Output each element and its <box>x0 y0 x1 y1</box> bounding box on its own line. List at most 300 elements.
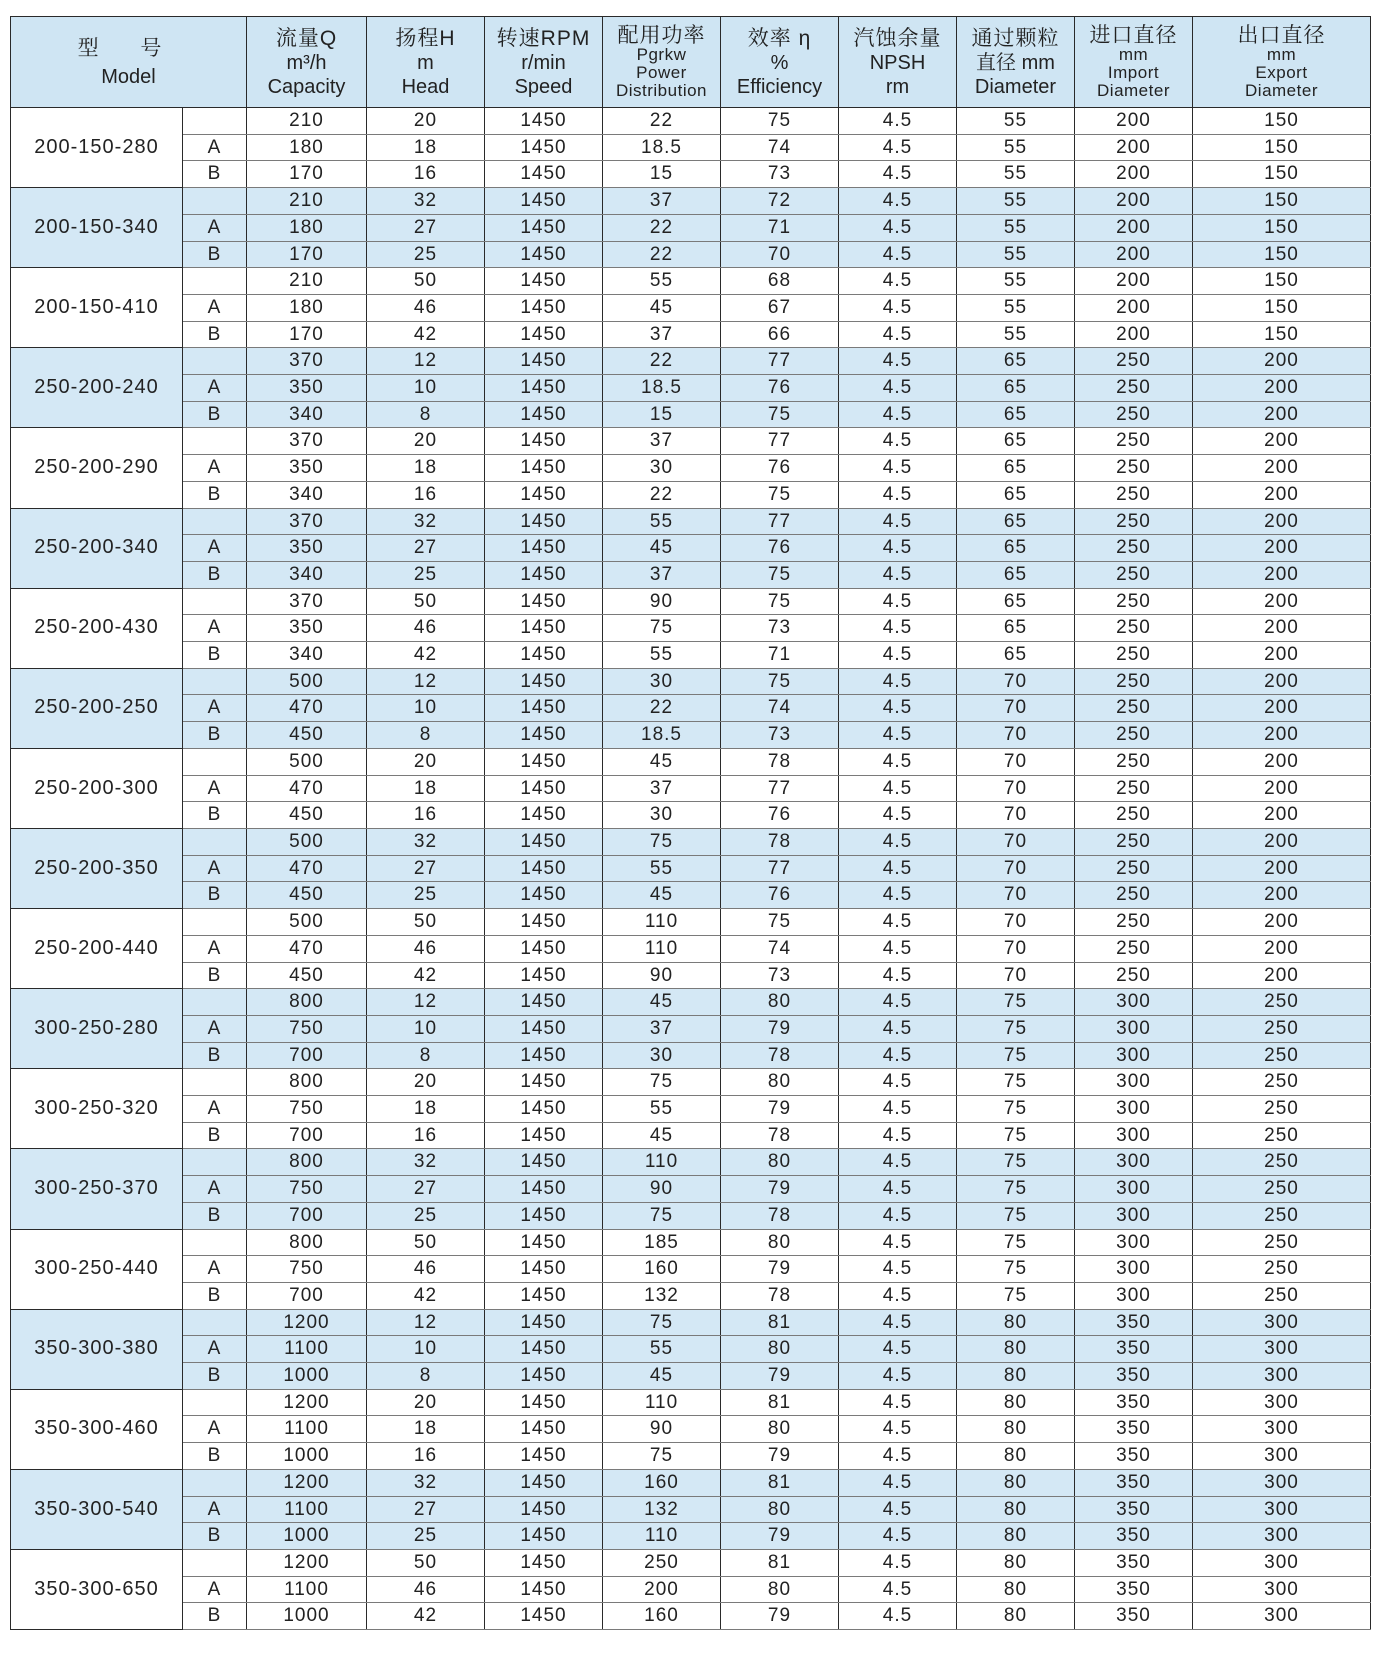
npsh-cell: 4.5 <box>839 1069 957 1096</box>
efficiency-cell: 78 <box>721 1042 839 1069</box>
header-flow-unit: m³/h <box>286 51 327 74</box>
inlet-cell: 350 <box>1075 1389 1193 1416</box>
efficiency-cell: 71 <box>721 214 839 241</box>
speed-cell: 1450 <box>485 909 603 936</box>
flow-cell: 340 <box>247 642 367 669</box>
inlet-cell: 300 <box>1075 989 1193 1016</box>
flow-cell: 800 <box>247 989 367 1016</box>
model-cell: 300-250-320 <box>11 1069 183 1149</box>
head-cell: 8 <box>367 722 485 749</box>
table-row <box>11 1363 1371 1390</box>
head-cell: 50 <box>367 1549 485 1576</box>
table-row <box>11 321 1371 348</box>
efficiency-cell: 78 <box>721 828 839 855</box>
efficiency-cell: 75 <box>721 481 839 508</box>
outlet-cell: 200 <box>1193 642 1371 669</box>
speed-cell: 1450 <box>485 695 603 722</box>
table-row <box>11 428 1371 455</box>
outlet-cell: 150 <box>1193 134 1371 161</box>
inlet-cell: 200 <box>1075 241 1193 268</box>
header-npsh-unit: rm <box>885 75 910 98</box>
power-cell: 90 <box>603 962 721 989</box>
particle-cell: 75 <box>957 1096 1075 1123</box>
inlet-cell: 300 <box>1075 1096 1193 1123</box>
flow-cell: 470 <box>247 855 367 882</box>
speed-cell: 1450 <box>485 1122 603 1149</box>
power-cell: 160 <box>603 1256 721 1283</box>
flow-cell: 470 <box>247 775 367 802</box>
outlet-cell: 300 <box>1193 1523 1371 1550</box>
table-row <box>11 615 1371 642</box>
power-cell: 37 <box>603 561 721 588</box>
head-cell: 16 <box>367 1122 485 1149</box>
table-row <box>11 108 1371 135</box>
speed-cell: 1450 <box>485 1549 603 1576</box>
header-efficiency <box>721 17 839 108</box>
inlet-cell: 250 <box>1075 561 1193 588</box>
outlet-cell: 150 <box>1193 321 1371 348</box>
head-cell: 32 <box>367 508 485 535</box>
power-cell: 30 <box>603 802 721 829</box>
efficiency-cell: 73 <box>721 962 839 989</box>
outlet-cell: 250 <box>1193 1122 1371 1149</box>
particle-cell: 65 <box>957 375 1075 402</box>
variant-cell: A <box>183 1096 247 1123</box>
head-cell: 27 <box>367 214 485 241</box>
efficiency-cell: 76 <box>721 882 839 909</box>
flow-cell: 800 <box>247 1149 367 1176</box>
head-cell: 8 <box>367 401 485 428</box>
model-cell: 200-150-280 <box>11 108 183 188</box>
model-cell: 200-150-340 <box>11 188 183 268</box>
flow-cell: 470 <box>247 695 367 722</box>
variant-cell: B <box>183 401 247 428</box>
power-cell: 160 <box>603 1469 721 1496</box>
inlet-cell: 350 <box>1075 1416 1193 1443</box>
efficiency-cell: 80 <box>721 1149 839 1176</box>
power-cell: 22 <box>603 241 721 268</box>
speed-cell: 1450 <box>485 1202 603 1229</box>
particle-cell: 70 <box>957 775 1075 802</box>
npsh-cell: 4.5 <box>839 1202 957 1229</box>
table-row <box>11 962 1371 989</box>
speed-cell: 1450 <box>485 294 603 321</box>
inlet-cell: 250 <box>1075 802 1193 829</box>
table-row <box>11 561 1371 588</box>
speed-cell: 1450 <box>485 775 603 802</box>
efficiency-cell: 80 <box>721 1336 839 1363</box>
inlet-cell: 300 <box>1075 1149 1193 1176</box>
table-row <box>11 1309 1371 1336</box>
inlet-cell: 250 <box>1075 882 1193 909</box>
variant-cell: B <box>183 642 247 669</box>
table-row <box>11 1496 1371 1523</box>
variant-cell: B <box>183 882 247 909</box>
table-row <box>11 161 1371 188</box>
flow-cell: 750 <box>247 1015 367 1042</box>
flow-cell: 370 <box>247 508 367 535</box>
particle-cell: 75 <box>957 1202 1075 1229</box>
speed-cell: 1450 <box>485 134 603 161</box>
npsh-cell: 4.5 <box>839 1336 957 1363</box>
npsh-cell: 4.5 <box>839 214 957 241</box>
npsh-cell: 4.5 <box>839 1389 957 1416</box>
inlet-cell: 250 <box>1075 588 1193 615</box>
outlet-cell: 250 <box>1193 989 1371 1016</box>
efficiency-cell: 78 <box>721 1202 839 1229</box>
head-cell: 46 <box>367 1256 485 1283</box>
particle-cell: 55 <box>957 241 1075 268</box>
header-outlet-en2: Diameter <box>1245 80 1318 100</box>
speed-cell: 1450 <box>485 1149 603 1176</box>
table-row <box>11 1176 1371 1203</box>
inlet-cell: 200 <box>1075 268 1193 295</box>
header-model-cn: 型 号 <box>77 36 180 60</box>
inlet-cell: 250 <box>1075 828 1193 855</box>
power-cell: 75 <box>603 1309 721 1336</box>
particle-cell: 75 <box>957 989 1075 1016</box>
header-particle-cn: 通过颗粒 <box>971 26 1060 50</box>
variant-cell: B <box>183 1282 247 1309</box>
table-row <box>11 294 1371 321</box>
head-cell: 20 <box>367 428 485 455</box>
speed-cell: 1450 <box>485 1256 603 1283</box>
speed-cell: 1450 <box>485 321 603 348</box>
table-row <box>11 1282 1371 1309</box>
head-cell: 8 <box>367 1363 485 1390</box>
header-npsh-en: NPSH <box>869 51 926 74</box>
particle-cell: 70 <box>957 935 1075 962</box>
table-row <box>11 1576 1371 1603</box>
table-row <box>11 722 1371 749</box>
flow-cell: 340 <box>247 401 367 428</box>
npsh-cell: 4.5 <box>839 962 957 989</box>
particle-cell: 80 <box>957 1443 1075 1470</box>
head-cell: 32 <box>367 1469 485 1496</box>
efficiency-cell: 81 <box>721 1389 839 1416</box>
head-cell: 42 <box>367 1603 485 1630</box>
variant-cell <box>183 588 247 615</box>
variant-cell: A <box>183 1496 247 1523</box>
particle-cell: 75 <box>957 1256 1075 1283</box>
variant-cell: B <box>183 962 247 989</box>
inlet-cell: 250 <box>1075 401 1193 428</box>
inlet-cell: 250 <box>1075 455 1193 482</box>
outlet-cell: 250 <box>1193 1015 1371 1042</box>
flow-cell: 370 <box>247 588 367 615</box>
flow-cell: 450 <box>247 802 367 829</box>
variant-cell: A <box>183 695 247 722</box>
outlet-cell: 300 <box>1193 1389 1371 1416</box>
npsh-cell: 4.5 <box>839 1549 957 1576</box>
outlet-cell: 200 <box>1193 882 1371 909</box>
outlet-cell: 300 <box>1193 1416 1371 1443</box>
efficiency-cell: 80 <box>721 989 839 1016</box>
table-row <box>11 1469 1371 1496</box>
header-outlet-en: Export <box>1255 62 1308 82</box>
particle-cell: 55 <box>957 134 1075 161</box>
particle-cell: 80 <box>957 1469 1075 1496</box>
particle-cell: 80 <box>957 1416 1075 1443</box>
head-cell: 42 <box>367 642 485 669</box>
variant-cell: A <box>183 1576 247 1603</box>
speed-cell: 1450 <box>485 1443 603 1470</box>
head-cell: 10 <box>367 1015 485 1042</box>
inlet-cell: 300 <box>1075 1042 1193 1069</box>
variant-cell: A <box>183 1256 247 1283</box>
inlet-cell: 200 <box>1075 134 1193 161</box>
power-cell: 200 <box>603 1576 721 1603</box>
inlet-cell: 350 <box>1075 1443 1193 1470</box>
flow-cell: 1000 <box>247 1443 367 1470</box>
inlet-cell: 250 <box>1075 481 1193 508</box>
model-cell: 250-200-340 <box>11 508 183 588</box>
power-cell: 110 <box>603 1149 721 1176</box>
particle-cell: 55 <box>957 294 1075 321</box>
npsh-cell: 4.5 <box>839 722 957 749</box>
power-cell: 37 <box>603 321 721 348</box>
efficiency-cell: 80 <box>721 1576 839 1603</box>
npsh-cell: 4.5 <box>839 695 957 722</box>
variant-cell: A <box>183 375 247 402</box>
flow-cell: 1000 <box>247 1523 367 1550</box>
power-cell: 160 <box>603 1603 721 1630</box>
particle-cell: 65 <box>957 508 1075 535</box>
outlet-cell: 300 <box>1193 1336 1371 1363</box>
flow-cell: 350 <box>247 535 367 562</box>
inlet-cell: 200 <box>1075 108 1193 135</box>
efficiency-cell: 73 <box>721 161 839 188</box>
head-cell: 25 <box>367 241 485 268</box>
speed-cell: 1450 <box>485 935 603 962</box>
head-cell: 20 <box>367 1069 485 1096</box>
particle-cell: 75 <box>957 1122 1075 1149</box>
speed-cell: 1450 <box>485 455 603 482</box>
speed-cell: 1450 <box>485 882 603 909</box>
table-row <box>11 241 1371 268</box>
flow-cell: 1000 <box>247 1363 367 1390</box>
inlet-cell: 300 <box>1075 1256 1193 1283</box>
efficiency-cell: 79 <box>721 1176 839 1203</box>
efficiency-cell: 75 <box>721 588 839 615</box>
speed-cell: 1450 <box>485 481 603 508</box>
outlet-cell: 200 <box>1193 561 1371 588</box>
variant-cell: B <box>183 1523 247 1550</box>
outlet-cell: 300 <box>1193 1576 1371 1603</box>
power-cell: 22 <box>603 481 721 508</box>
npsh-cell: 4.5 <box>839 588 957 615</box>
power-cell: 185 <box>603 1229 721 1256</box>
table-row <box>11 935 1371 962</box>
head-cell: 25 <box>367 1202 485 1229</box>
speed-cell: 1450 <box>485 722 603 749</box>
header-flow-cn: 流量Q <box>275 26 338 50</box>
efficiency-cell: 79 <box>721 1256 839 1283</box>
power-cell: 45 <box>603 294 721 321</box>
table-row <box>11 1256 1371 1283</box>
table-row <box>11 1069 1371 1096</box>
power-cell: 250 <box>603 1549 721 1576</box>
outlet-cell: 150 <box>1193 241 1371 268</box>
outlet-cell: 300 <box>1193 1469 1371 1496</box>
efficiency-cell: 75 <box>721 561 839 588</box>
table-row <box>11 1443 1371 1470</box>
table-row <box>11 1389 1371 1416</box>
npsh-cell: 4.5 <box>839 375 957 402</box>
npsh-cell: 4.5 <box>839 1096 957 1123</box>
flow-cell: 470 <box>247 935 367 962</box>
head-cell: 18 <box>367 134 485 161</box>
efficiency-cell: 68 <box>721 268 839 295</box>
particle-cell: 65 <box>957 535 1075 562</box>
particle-cell: 55 <box>957 188 1075 215</box>
model-cell: 350-300-460 <box>11 1389 183 1469</box>
table-row <box>11 1229 1371 1256</box>
flow-cell: 800 <box>247 1229 367 1256</box>
power-cell: 55 <box>603 642 721 669</box>
header-inlet-cn: 进口直径 <box>1089 23 1178 47</box>
inlet-cell: 350 <box>1075 1549 1193 1576</box>
power-cell: 55 <box>603 1336 721 1363</box>
head-cell: 20 <box>367 748 485 775</box>
outlet-cell: 200 <box>1193 508 1371 535</box>
inlet-cell: 250 <box>1075 615 1193 642</box>
speed-cell: 1450 <box>485 161 603 188</box>
npsh-cell: 4.5 <box>839 294 957 321</box>
flow-cell: 700 <box>247 1202 367 1229</box>
speed-cell: 1450 <box>485 214 603 241</box>
particle-cell: 70 <box>957 909 1075 936</box>
npsh-cell: 4.5 <box>839 855 957 882</box>
efficiency-cell: 77 <box>721 428 839 455</box>
table-row <box>11 1096 1371 1123</box>
flow-cell: 180 <box>247 294 367 321</box>
efficiency-cell: 70 <box>721 241 839 268</box>
inlet-cell: 250 <box>1075 748 1193 775</box>
particle-cell: 70 <box>957 802 1075 829</box>
flow-cell: 700 <box>247 1122 367 1149</box>
power-cell: 15 <box>603 401 721 428</box>
inlet-cell: 250 <box>1075 695 1193 722</box>
speed-cell: 1450 <box>485 1336 603 1363</box>
flow-cell: 1100 <box>247 1496 367 1523</box>
header-eff-cn: 效率 η <box>747 26 812 50</box>
speed-cell: 1450 <box>485 828 603 855</box>
head-cell: 25 <box>367 561 485 588</box>
header-power-unit: Pgrkw <box>636 44 687 64</box>
npsh-cell: 4.5 <box>839 268 957 295</box>
npsh-cell: 4.5 <box>839 668 957 695</box>
outlet-cell: 250 <box>1193 1042 1371 1069</box>
model-cell: 250-200-240 <box>11 348 183 428</box>
particle-cell: 75 <box>957 1069 1075 1096</box>
speed-cell: 1450 <box>485 802 603 829</box>
inlet-cell: 250 <box>1075 642 1193 669</box>
power-cell: 45 <box>603 882 721 909</box>
power-cell: 15 <box>603 161 721 188</box>
flow-cell: 500 <box>247 828 367 855</box>
flow-cell: 180 <box>247 134 367 161</box>
flow-cell: 1200 <box>247 1549 367 1576</box>
npsh-cell: 4.5 <box>839 802 957 829</box>
table-row <box>11 508 1371 535</box>
flow-cell: 1100 <box>247 1336 367 1363</box>
particle-cell: 65 <box>957 561 1075 588</box>
flow-cell: 1200 <box>247 1389 367 1416</box>
particle-cell: 70 <box>957 722 1075 749</box>
table-row <box>11 401 1371 428</box>
particle-cell: 75 <box>957 1229 1075 1256</box>
speed-cell: 1450 <box>485 1282 603 1309</box>
inlet-cell: 250 <box>1075 348 1193 375</box>
outlet-cell: 200 <box>1193 695 1371 722</box>
table-row <box>11 134 1371 161</box>
particle-cell: 70 <box>957 828 1075 855</box>
inlet-cell: 250 <box>1075 535 1193 562</box>
particle-cell: 55 <box>957 161 1075 188</box>
efficiency-cell: 74 <box>721 134 839 161</box>
power-cell: 37 <box>603 428 721 455</box>
table-row <box>11 481 1371 508</box>
npsh-cell: 4.5 <box>839 134 957 161</box>
particle-cell: 80 <box>957 1576 1075 1603</box>
speed-cell: 1450 <box>485 1363 603 1390</box>
table-row <box>11 1603 1371 1630</box>
variant-cell: A <box>183 455 247 482</box>
table-row <box>11 1416 1371 1443</box>
particle-cell: 70 <box>957 962 1075 989</box>
inlet-cell: 250 <box>1075 668 1193 695</box>
head-cell: 16 <box>367 161 485 188</box>
inlet-cell: 350 <box>1075 1603 1193 1630</box>
speed-cell: 1450 <box>485 348 603 375</box>
variant-cell <box>183 828 247 855</box>
head-cell: 50 <box>367 268 485 295</box>
variant-cell: B <box>183 481 247 508</box>
flow-cell: 350 <box>247 455 367 482</box>
npsh-cell: 4.5 <box>839 481 957 508</box>
variant-cell: A <box>183 535 247 562</box>
speed-cell: 1450 <box>485 615 603 642</box>
flow-cell: 700 <box>247 1282 367 1309</box>
efficiency-cell: 81 <box>721 1549 839 1576</box>
efficiency-cell: 76 <box>721 802 839 829</box>
npsh-cell: 4.5 <box>839 161 957 188</box>
particle-cell: 65 <box>957 642 1075 669</box>
inlet-cell: 350 <box>1075 1576 1193 1603</box>
variant-cell: A <box>183 855 247 882</box>
head-cell: 16 <box>367 481 485 508</box>
particle-cell: 70 <box>957 882 1075 909</box>
header-particle-en: Diameter <box>974 75 1057 98</box>
efficiency-cell: 80 <box>721 1496 839 1523</box>
head-cell: 46 <box>367 294 485 321</box>
header-outlet <box>1193 17 1371 108</box>
inlet-cell: 350 <box>1075 1363 1193 1390</box>
variant-cell: B <box>183 1122 247 1149</box>
table-row <box>11 695 1371 722</box>
table-row <box>11 588 1371 615</box>
flow-cell: 450 <box>247 882 367 909</box>
power-cell: 30 <box>603 668 721 695</box>
outlet-cell: 150 <box>1193 108 1371 135</box>
flow-cell: 750 <box>247 1256 367 1283</box>
model-cell: 350-300-380 <box>11 1309 183 1389</box>
efficiency-cell: 75 <box>721 108 839 135</box>
flow-cell: 350 <box>247 615 367 642</box>
efficiency-cell: 72 <box>721 188 839 215</box>
power-cell: 75 <box>603 615 721 642</box>
